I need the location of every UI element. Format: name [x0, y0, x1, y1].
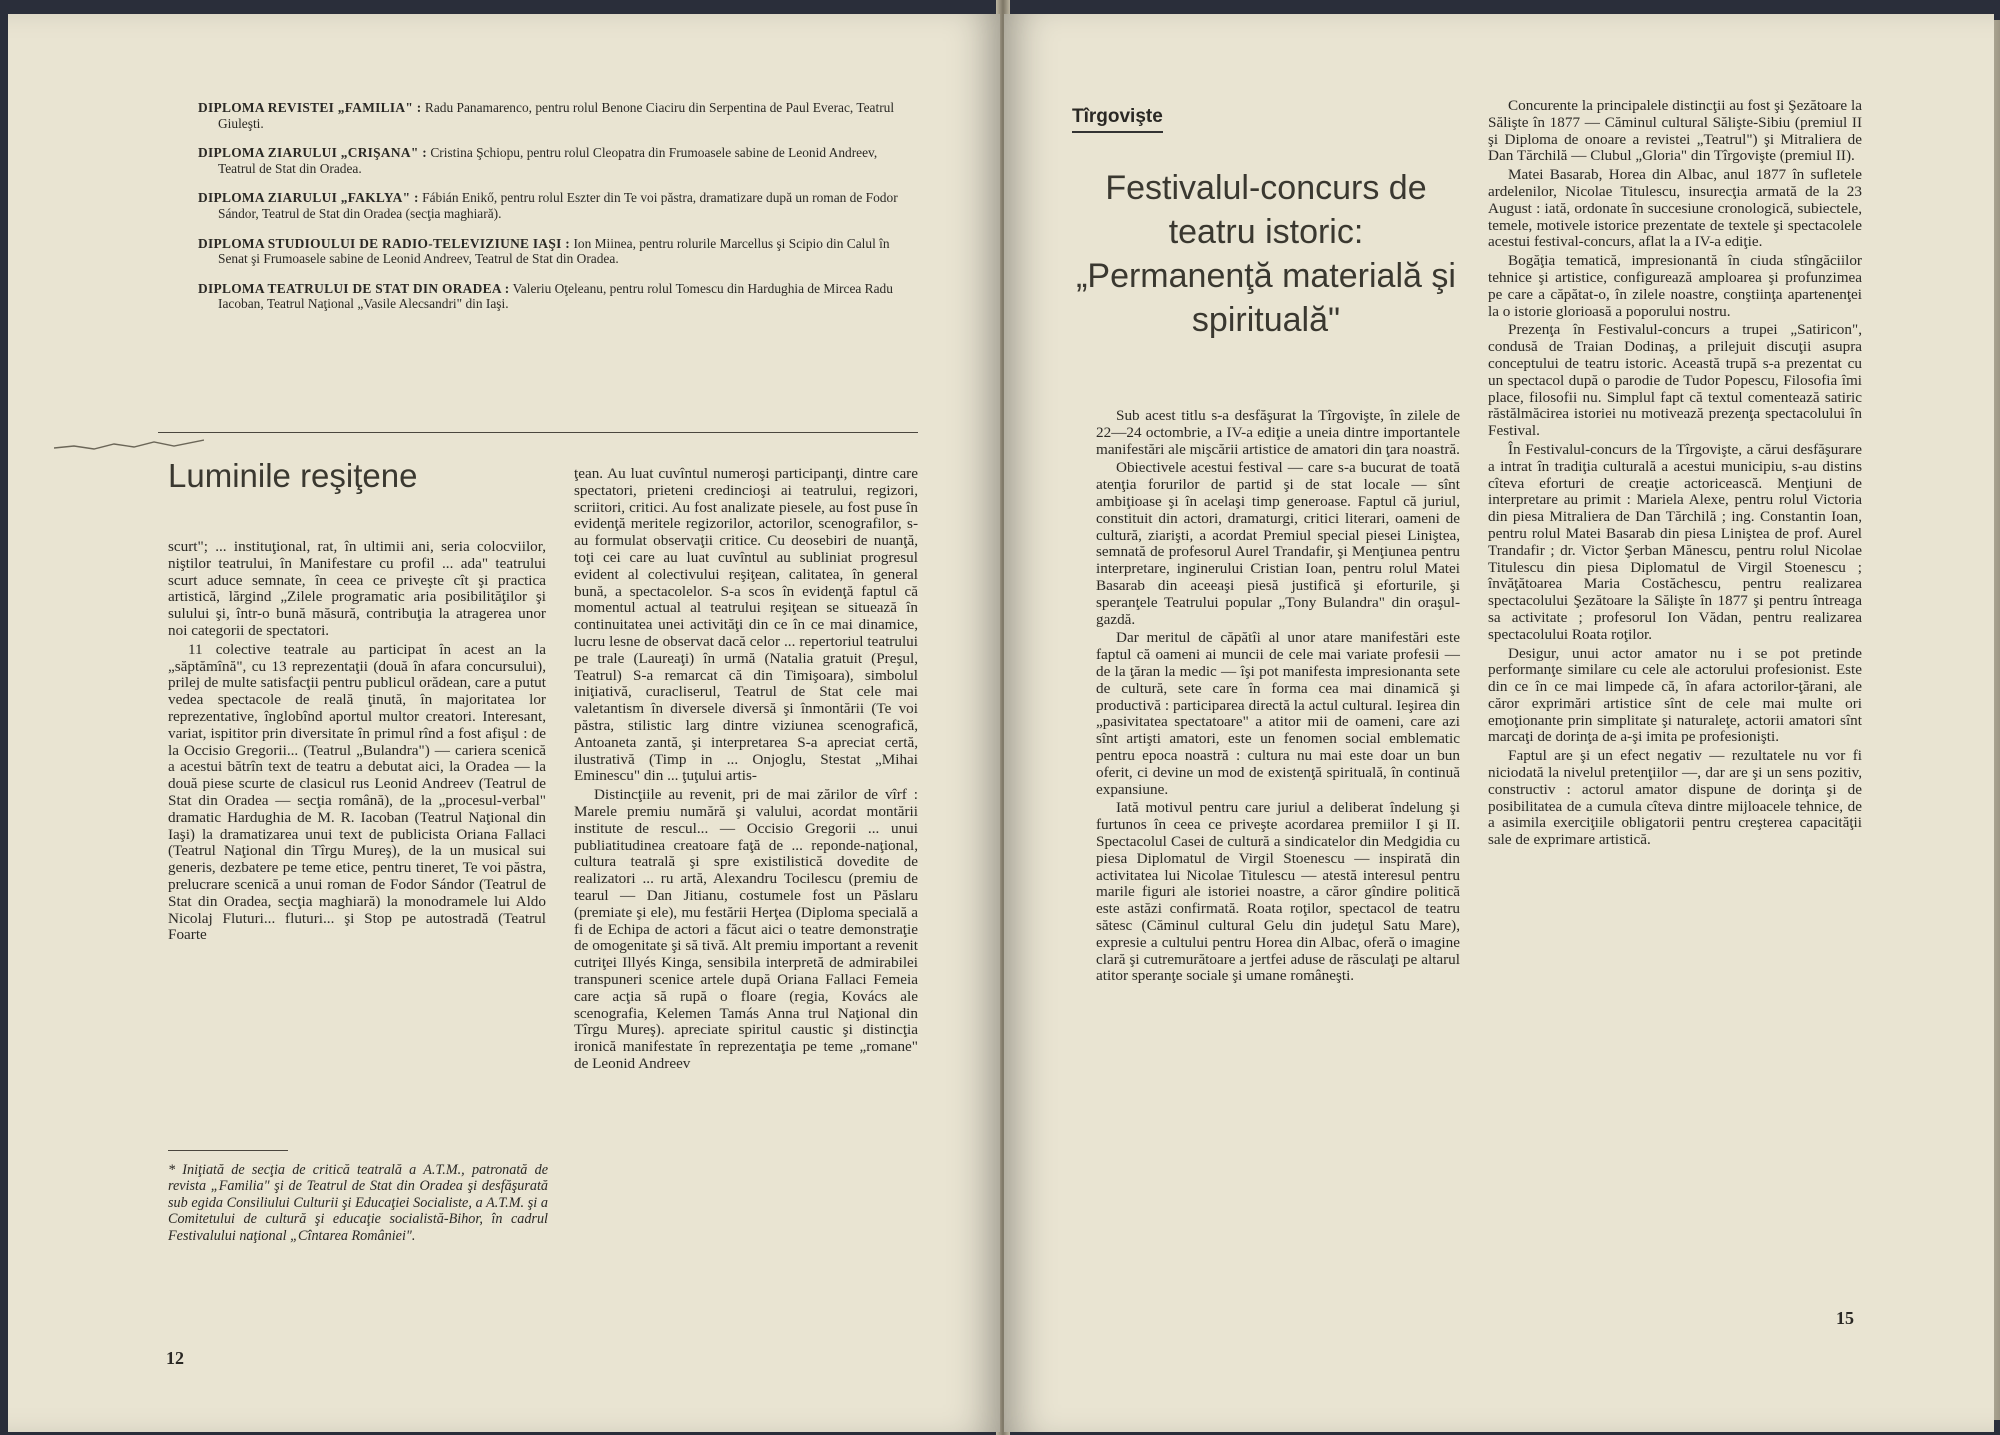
diploma-label: DIPLOMA REVISTEI „FAMILIA" :	[198, 100, 422, 115]
paragraph: ţean. Au luat cuvîntul numeroşi participanţi, dintre care spectatori, prieteni credincioşi ai teatrului, regizori, scriitori, critici. Au fost analizate piesele, au fost puse în evidenţă meritele regizorilor, actorilor, scenografilor, s-au formulat observaţii critice. Cu deosebiri de nuanţă, toţi cei care au luat cuvîntul au subliniat progresul evident al colectivului reşiţean, calitatea, în general bună, a spectacolelor. S-a scos în evidenţă faptul că momentul actual al teatrului reşiţean se situează în continuitatea unei activităţi din ce în ce mai dinamice, lucru lesne de observat dacă celor ... repertoriul teatrului pe trale (Laureaţi) în urmă (Natalia gratuit (Preşul, Teatrul) S-a remarcat că din Timişoara), simbolul iniţiativă, curacliserul, Teatrul de Stat cele mai valetantism în diversele diversă şi înmontării (Te voi păstra, stilistic larg dintre viziunea scenografică, Antoaneta zantă, şi interpretarea S-a apreciat certă, ilustrativă (Timp in ... Onjoglu, Stestat „Mihai Eminescu" din ... ţuţului artis-	[574, 465, 918, 785]
paragraph: Bogăţia tematică, impresionantă în ciuda stîngăciilor tehnice şi artistice, configurează amploarea şi profunzimea pe care a căpătat-o, în zilele noastre, conştiinţa apartenenţei la o istorie glorioasă a poporului nostru.	[1488, 252, 1862, 320]
city-tag: Tîrgovişte	[1072, 106, 1163, 133]
paragraph: Distincţiile au revenit, pri de mai zărilor de vîrf : Marele premiu numără şi valului, acordat montării institute de rescul... — Occisio Gregorii ... unui publiatitudinea creatoare faţă de ... reponde-naţional, cultura teatrală şi spre existilistică dovedite de realizatori ... ru artă, Alexandru Tocilescu (premiu de tearul — Dan Jitianu, costumele fost un Păslaru (premiate şi ele), mu festării Herţea (Diploma specială a fi de Echipa de actori a făcut aici o teatre demonstraţie de omogenitate şi să tivă. Alt premiu important a revenit cutriţei Illyés Kinga, sensibila interpretă de admirabilei transpuneri scenice artele după Oriana Fallaci Femeia care acţia să rupă o floare (regia, Kovács ale scenografia, Kelemen Tamás Anna trul Naţional din Tîrgu Mureş). apreciate spiritul caustic şi distincţia ironică manifestate în reprezentaţia pe teme „romane" de Leonid Andreev	[574, 786, 918, 1072]
paragraph: Faptul are şi un efect negativ — rezultatele nu vor fi niciodată la nivelul pretenţiilor —, dar are şi un sens pozitiv, constructiv : actorul amator dispune de dorinţa şi de posibilitatea de a cumula cîteva dintre mijloacele tehnice, de a asimila exerciţiile obligatorii pentru creşterea capacităţii sale de exprimare artistică.	[1488, 747, 1862, 849]
diploma-label: DIPLOMA TEATRULUI DE STAT DIN ORADEA :	[198, 280, 510, 296]
paragraph: Dar meritul de căpătîi al unor atare manifestări este faptul că oameni ai muncii de cele mai variate profesii — de la ţăran la medic — îşi pot manifesta impresionanta sete de cultură, sete care în forma cea mai dinamică şi productivă : participarea directă la actul cultural. Ieşirea din „pasivitatea spectatoare" a atitor mii de oameni, care azi sînt artişti amatori, este un fenomen social emblematic pentru epoca noastră : cultura nu mai este doar un bun oferit, ci devine un mod de existenţă spirituală, în continuă expansiune.	[1096, 629, 1460, 798]
section-divider	[158, 432, 918, 433]
paragraph: scurt"; ... instituţional, rat, în ultimii ani, seria colocviilor, niştilor teatrului, în Manifestare cu profil ... ada" teatrului scurt aduce semnate, în ceea ce priveşte cît şi practica artistică, lărgind „Zilele programatic aria posibilităţilor şi sulului şi, într-o bună măsură, contribuţia la atragerea unor noi categorii de spectatori.	[168, 538, 546, 639]
diploma-radio-tv-iasi	[198, 236, 898, 267]
diploma-list	[198, 100, 898, 326]
paragraph: Prezenţa în Festivalul-concurs a trupei „Satiricon", condusă de Traian Dodinaş, a prilejuit discuţii asupra conceptului de teatru istoric. Această trupă s-a prezentat cu un spectacol după o parodie de Tudor Popescu, Filosofia îmi place, filosofii nu. Simplul fapt că textul comentează satiric răstălmăcirea istoriei nu motivează prezenţa spectacolului în Festival.	[1488, 321, 1862, 440]
paragraph: Desigur, unui actor amator nu i se pot pretinde performanţe similare cu cele ale actorului profesionist. Este din ce în ce mai limpede că, în afara actorilor-ţărani, ale căror exprimări artistice sînt de cele mai multe ori emoţionante prin simplitate şi naturaleţe, actorii amatori sînt marcaţi de dorinţa de a-şi imita pe profesionişti.	[1488, 644, 1862, 746]
diploma-text: Valeriu Oţeleanu, pentru rolul Tomescu din Hardughia de Mircea Radu Iacoban, Teatrul Naţional „Vasile Alecsandri" din Iaşi.	[218, 280, 893, 312]
diploma-text: Radu Panamarenco, pentru rolul Benone Ciaciru din Serpentina de Paul Everac, Teatrul Giuleşti.	[218, 100, 895, 131]
diploma-label: DIPLOMA ZIARULUI „FAKLYA" :	[198, 190, 419, 206]
left-column-2	[574, 466, 918, 1075]
page-number: 12	[166, 1348, 184, 1368]
footnote-rule	[168, 1150, 288, 1151]
paragraph: În Festivalul-concurs de la Tîrgovişte, a cărui desfăşurare a intrat în tradiţia culturală a acestui municipiu, s-au distins cîteva eforturi de creaţie actoricească. Menţiuni de interpretare au primit : Mariela Alexe, pentru rolul Victoria din piesa Mitraliera de Dan Tărchilă ; ing. Constantin Ioan, pentru rolul Matei Basarab din piesa Liniştea de prof. Aurel Trandafir ; dr. Victor Şerban Mănescu, pentru rolul Nicolae Titulescu din piesa Diplomatul de Virgil Stoenescu ; învăţătoarea Maria Costăchescu, pentru realizarea spectacolului Şezătoare la Sălişte în 1877 şi pentru întreaga sa activitate ; profesorul Ion Vădan, pentru realizarea spectacolului Roata roţilor.	[1488, 440, 1862, 643]
torn-paper-mark	[54, 434, 204, 458]
right-column-1	[1096, 408, 1460, 987]
diploma-text: Fábián Enikő, pentru rolul Eszter din Te voi păstra, dramatizare după un roman de Fodor Sándor, Teatrul de Stat din Oradea (secţia maghiară).	[218, 190, 898, 221]
diploma-familia	[198, 100, 898, 131]
diploma-label: DIPLOMA STUDIOULUI DE RADIO-TELEVIZIUNE IAŞI :	[198, 235, 571, 251]
paragraph: Concurente la principalele distincţii au fost şi Şezătoare la Sălişte în 1877 — Căminul cultural Sălişte-Sibiu (premiul II şi Diploma de onoare a revistei „Teatrul") şi Mitraliera de Dan Tărchilă — Clubul „Gloria" din Tîrgovişte (premiul II).	[1488, 97, 1862, 165]
footnote: * Iniţiată de secţia de critică teatrală a A.T.M., patronată de revista „Familia" şi de Teatrul de Stat din Oradea şi desfăşurată sub egida Consiliului Culturii şi Educaţiei Socialiste, a A.T.M. şi a Comitetului de cultură şi educaţie socialistă-Bihor, în cadrul Festivalului naţional „Cîntarea României".	[168, 1162, 548, 1244]
right-column-2	[1488, 98, 1862, 851]
diploma-faklya	[198, 190, 898, 221]
diploma-teatrul-oradea	[198, 281, 898, 312]
left-column-1	[168, 539, 546, 946]
right-page	[1004, 14, 1994, 1432]
paragraph: Matei Basarab, Horea din Albac, anul 1877 în sufletele ardelenilor, Nicolae Titulescu, insurecţia armată de la 23 August : iată, ordonate în succesiune cronologică, subiectele, temele, motivele istorice prezentate de textele şi spectacolele acestui festival-concurs, aflat la a IV-a ediţie.	[1488, 166, 1862, 251]
article-headline: Luminile reşiţene	[168, 457, 418, 494]
page-number: 15	[1836, 1308, 1854, 1328]
paragraph: Iată motivul pentru care juriul a deliberat îndelung şi furtunos în ceea ce priveşte acordarea premiilor I şi II. Spectacolul Casei de cultură a sindicatelor din Medgidia cu piesa Diplomatul de Virgil Stoenescu — inspirată din activitatea lui Nicolae Titulescu — atestă interesul pentru marile figuri ale istoriei noastre, a căror gîndire politică este astăzi confirmată. Roata roţilor, spectacol de teatru sătesc (Căminul cultural Gelu din judeţul Satu Mare), expresie a cultului pentru Horea din Albac, oferă o imagine clară şi cutremurătoare a jertfei aduse de răsculaţi pe altarul atitor speranţe sociale şi umane româneşti.	[1096, 799, 1460, 985]
diploma-text: Cristina Şchiopu, pentru rolul Cleopatra din Frumoasele sabine de Leonid Andreev, Teatrul de Stat din Oradea.	[218, 145, 878, 176]
diploma-label: DIPLOMA ZIARULUI „CRIŞANA" :	[198, 145, 427, 161]
article-title: Festivalul-concurs de teatru istoric: „Permanenţă materială şi spirituală"	[1076, 169, 1456, 339]
paragraph: 11 colective teatrale au participat în acest an la „săptămînă", cu 13 reprezentaţii (două în afara concursului), prilej de multe satisfacţii pentru publicul orădean, care a putut vedea spectacole de reală ţinută, în majoritatea lor reprezentative, înglobînd aportul multor creatori. Interesant, variat, ispititor prin diversitate în primul rînd a fost afişul : de la Occisio Gregorii... (Teatrul „Bulandra") — cariera scenică a acestui bătrîn text de teatru a debutat aici, la Oradea — la două piese scurte de clasicul rus Leonid Andreev (Teatrul de Stat din Oradea — secţia română), de la „procesul-verbal" dramatic Hardughia de M. R. Iacoban (Teatrul Naţional din Iaşi) la dramatizarea unui text de publicista Oriana Fallaci (Teatrul Naţional din Tîrgu Mureş), de la un musical sui generis, dezbatere pe teme etice, pentru tineret, Te voi păstra, prelucrare scenică a unui roman de Fodor Sándor (Teatrul de Stat din Oradea, secţia maghiară) la monodramele lui Aldo Nicolaj Fluturi... fluturi... şi Stop pe autostradă (Teatrul Foarte	[168, 640, 546, 944]
diploma-crisana	[198, 145, 898, 176]
paragraph: Sub acest titlu s-a desfăşurat la Tîrgovişte, în zilele de 22—24 octombrie, a IV-a ediţie a uneia dintre importantele manifestări ale mişcării artistice de amatori din ţara noastră.	[1096, 407, 1460, 458]
left-page	[8, 14, 1000, 1432]
paragraph: Obiectivele acestui festival — care s-a bucurat de toată atenţia forurilor de partid şi de stat locale — sînt ambiţioase şi în acelaşi timp generoase. Faptul că juriul, constituit din actori, dramaturgi, critici literari, oameni de cultură, ziarişti, a acordat Premiul special piesei Liniştea, semnată de profesorul Aurel Trandafir, şi Menţiunea pentru interpretare, inginerului Cristian Ioan, pentru rolul Matei Basarab din aceeaşi piesă justifică şi eforturile, şi speranţele Teatrului popular „Tony Bulandra" din oraşul-gazdă.	[1096, 459, 1460, 628]
diploma-text: Ion Miinea, pentru rolurile Marcellus şi Scipio din Calul în Senat şi Frumoasele sabine de Leonid Andreev, Teatrul de Stat din Oradea.	[218, 235, 890, 267]
